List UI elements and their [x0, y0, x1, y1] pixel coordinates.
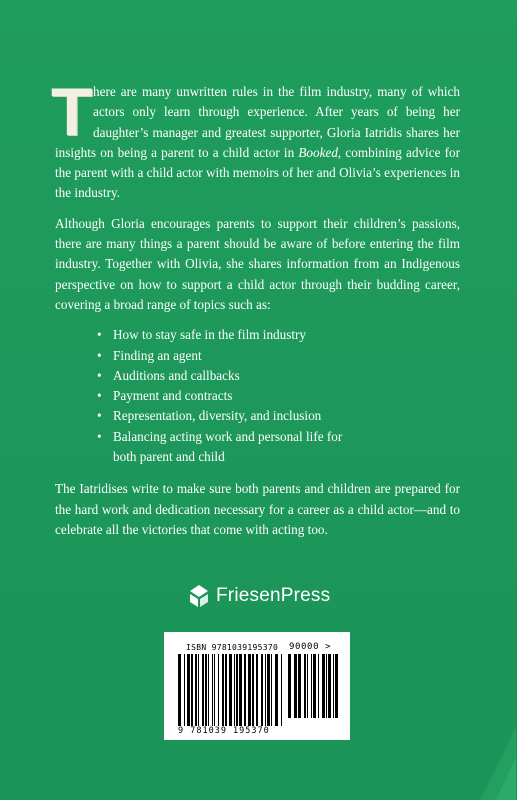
barcode-bar: [271, 654, 272, 726]
barcode-bar: [195, 654, 197, 726]
barcode-bar: [322, 654, 325, 718]
barcode-bars-addon: [288, 654, 338, 718]
barcode-bar: [326, 654, 327, 718]
blurb-text: [51, 74, 460, 550]
corner-chevron-mark: [460, 727, 516, 800]
barcode-bar: [333, 654, 334, 718]
barcode-bar: [307, 654, 308, 718]
barcode-bar: [191, 654, 193, 726]
barcode-bar: [236, 654, 238, 726]
barcode-bar: [313, 654, 316, 718]
barcode-bar: [252, 654, 254, 726]
barcode-bar: [248, 654, 251, 726]
barcode-bar: [184, 654, 185, 726]
barcode-bar: [202, 654, 204, 726]
barcode-bar: [244, 654, 246, 726]
barcode-bar: [205, 654, 207, 726]
topic-item: • Balancing acting work and personal life for both parent and child: [97, 427, 357, 468]
barcode-bar: [239, 654, 242, 726]
topic-item: • How to stay safe in the film industry: [97, 325, 357, 345]
friesenpress-leaf-logo-icon: [188, 584, 210, 608]
blurb-paragraph-1-text: here are many unwritten rules in the film industry, many of which actors only learn through experience. After years of being her daughter’s manager and greatest supporter, Gloria Iatridis shares her insights on being a parent to a child actor in: [55, 84, 460, 160]
barcode-bar: [267, 654, 270, 726]
barcode-bar: [229, 654, 232, 726]
barcode-bar: [218, 654, 219, 726]
publisher-logo: [188, 584, 330, 608]
barcode-bar: [261, 654, 263, 726]
topic-item: • Payment and contracts: [97, 386, 357, 406]
barcode-bar: [256, 654, 258, 726]
blurb-paragraph-1-end: , combining advice for the parent with a child actor with memoirs of her and Olivia’s experiences in the industry.: [55, 144, 460, 201]
barcode-bar: [208, 654, 209, 726]
barcode-bar: [225, 654, 227, 726]
barcode-bar: [298, 654, 301, 718]
barcode-bar: [335, 654, 338, 718]
barcode-bar: [222, 654, 224, 726]
blurb-paragraph-1: [51, 74, 460, 204]
barcode-bar: [328, 654, 331, 718]
barcode-bar: [198, 654, 199, 726]
barcode-bar: [214, 654, 215, 726]
book-title-inline: Booked: [298, 144, 338, 160]
barcode-bar: [311, 654, 312, 718]
publisher-name: FriesenPress: [216, 585, 331, 606]
barcode-bar: [212, 654, 213, 726]
barcode-bar: [178, 654, 181, 726]
barcode-bar: [288, 654, 291, 718]
price-code: 90000 >: [289, 642, 332, 652]
barcode-bar: [304, 654, 306, 718]
topic-item: • Finding an agent: [97, 346, 357, 366]
barcode-bar: [294, 654, 297, 718]
isbn-label: ISBN 9781039195370: [186, 643, 279, 652]
topic-item: • Auditions and callbacks: [97, 366, 357, 386]
drop-cap-letter: T: [51, 74, 93, 150]
topic-item: • Representation, diversity, and inclusion: [97, 406, 357, 426]
isbn-barcode: [164, 632, 350, 740]
barcode-bar: [234, 654, 235, 726]
blurb-paragraph-2: Although Gloria encourages parents to support their children’s passions, there are many things a parent should be aware of before entering the film industry. Together with Olivia, she shares information from an Indigenous perspective on how to support a child actor through their budding career, covering a broad range of topics such as:: [55, 215, 460, 312]
barcode-bar: [275, 654, 278, 726]
barcode-digits: 9 781039 195370: [178, 726, 270, 736]
barcode-bar: [281, 654, 282, 726]
topics-list: [97, 325, 357, 467]
barcode-bar: [187, 654, 190, 726]
barcode-bars-main: [178, 654, 282, 726]
barcode-bar: [318, 654, 319, 718]
blurb-paragraph-3: The Iatridises write to make sure both parents and children are prepared for the hard work and dedication necessary for a career as a child actor—and to celebrate all the victories that come with acting too.: [55, 481, 460, 537]
barcode-bar: [265, 654, 266, 726]
